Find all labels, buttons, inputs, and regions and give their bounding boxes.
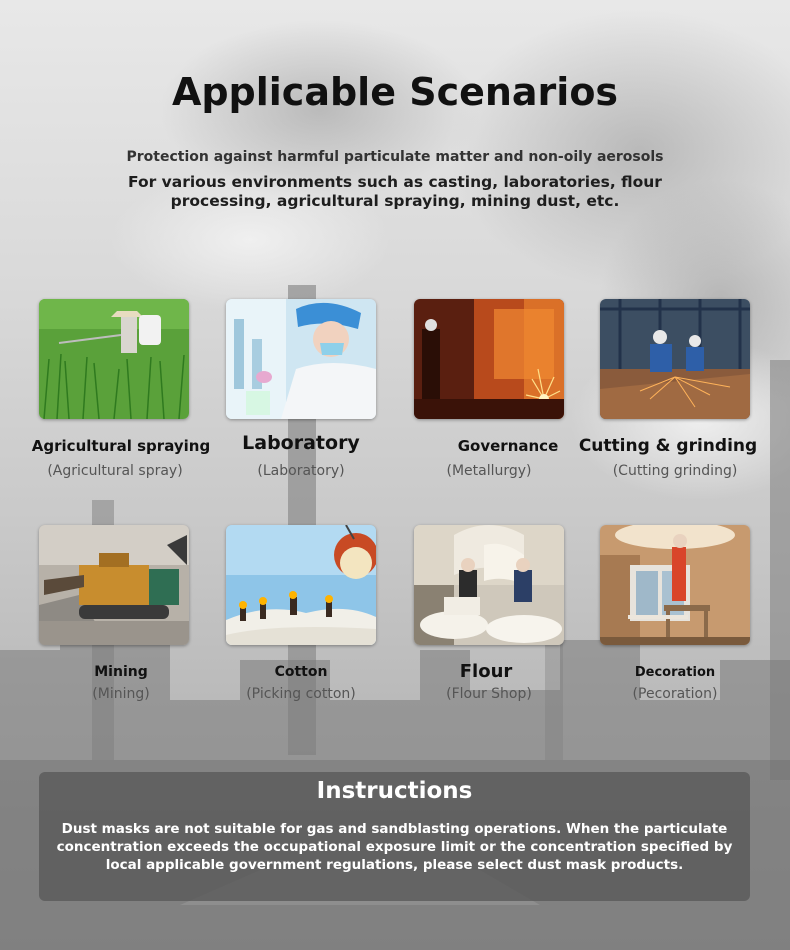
scenario-sublabel-decoration: (Pecoration) [632, 686, 718, 702]
scenario-label-flour: Flour [459, 661, 513, 682]
scenario-label-cutting-grinding: Cutting & grinding [578, 436, 758, 456]
scenario-label-mining: Mining [94, 664, 148, 680]
mining-image [39, 525, 189, 645]
instructions-body: Dust masks are not suitable for gas and sandblasting operations. When the particulate concentration exceeds the occupational exposure limit or the concentration specified by local applicable government regulations, please select dust mask products. [56, 821, 733, 873]
scenario-label-decoration: Decoration [634, 665, 716, 680]
scenario-sublabel-laboratory: (Laboratory) [257, 463, 345, 479]
flour-image [414, 525, 564, 645]
subtitle-line-1: Protection against harmful particulate matter and non-oily aerosols [126, 149, 664, 165]
scenario-sublabel-cutting-grinding: (Cutting grinding) [612, 463, 738, 479]
decoration-image [600, 525, 750, 645]
scenario-label-governance: Governance [457, 437, 559, 455]
cotton-image [226, 525, 376, 645]
agricultural-spraying-image [39, 299, 189, 419]
scenario-sublabel-agricultural-spraying: (Agricultural spray) [47, 463, 183, 479]
subtitle-line-2: For various environments such as casting, laboratories, flour processing, agricultural spraying, mining dust, etc. [128, 173, 662, 210]
scenario-sublabel-governance: (Metallurgy) [446, 463, 532, 479]
scenario-label-laboratory: Laboratory [242, 432, 360, 454]
instructions-panel [39, 772, 750, 901]
scenario-sublabel-cotton: (Picking cotton) [246, 686, 356, 702]
page-title: Applicable Scenarios [171, 70, 619, 114]
instructions-title: Instructions [316, 778, 473, 804]
scenario-label-cotton: Cotton [274, 664, 328, 680]
scenario-sublabel-mining: (Mining) [92, 686, 150, 702]
cutting-grinding-image [600, 299, 750, 419]
laboratory-image [226, 299, 376, 419]
scenario-sublabel-flour: (Flour Shop) [446, 686, 532, 702]
scenario-label-agricultural-spraying: Agricultural spraying [31, 437, 211, 455]
governance-metallurgy-image [414, 299, 564, 419]
